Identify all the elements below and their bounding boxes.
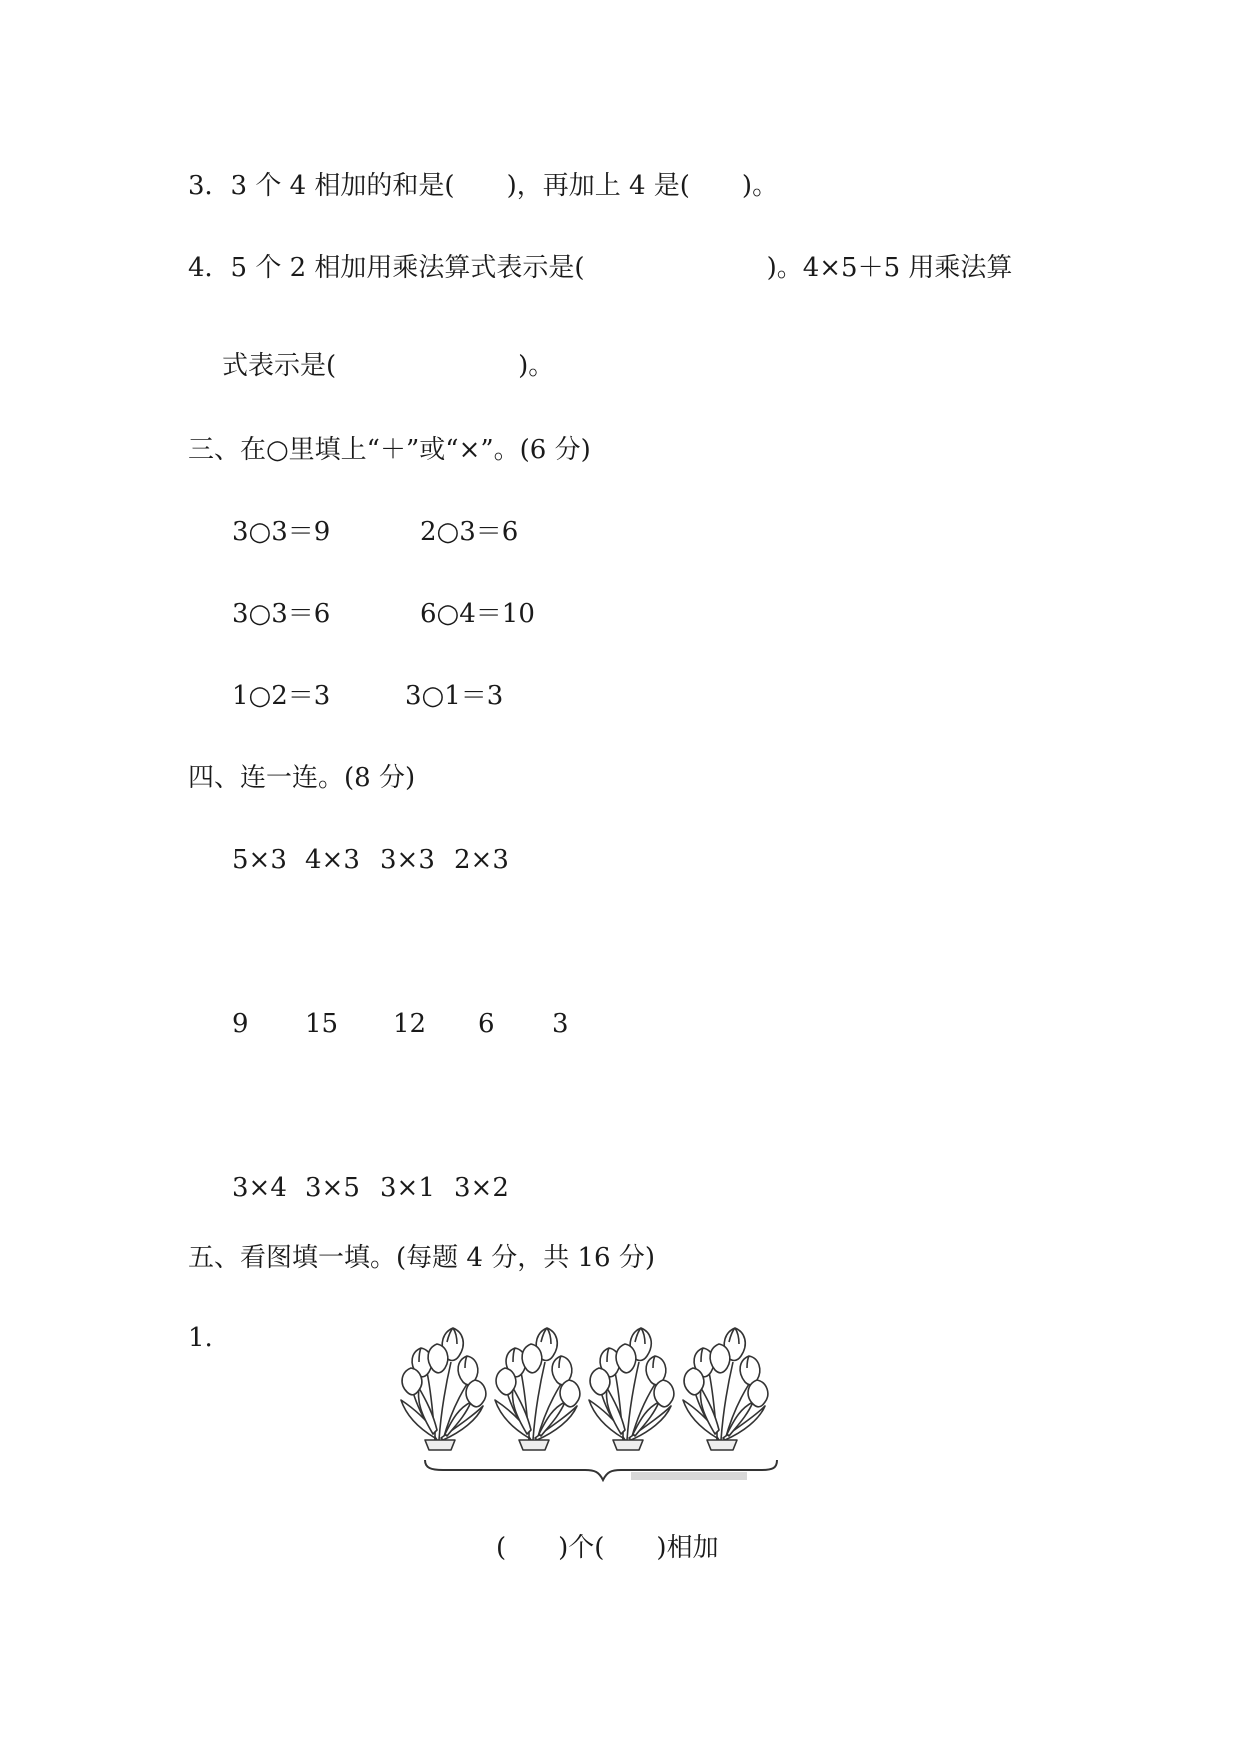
equation: 6○4＝10: [420, 599, 535, 629]
bottom-expression: 3×1: [380, 1173, 435, 1203]
product-value: 6: [478, 1009, 495, 1039]
question-4-line1: 4．5 个 2 相加用乘法算式表示是( )。4×5＋5 用乘法算: [188, 253, 1013, 283]
top-expression: 4×3: [305, 845, 360, 875]
question-5-1-caption: ( )个( )相加: [496, 1533, 719, 1563]
section-4-title: 四、连一连。(8 分): [188, 763, 416, 793]
bottom-expression: 3×5: [305, 1173, 360, 1203]
product-value: 3: [552, 1009, 569, 1039]
equation: 1○2＝3: [232, 681, 331, 711]
top-expression: 3×3: [380, 845, 435, 875]
question-3: 3．3 个 4 相加的和是( )，再加上 4 是( )。: [188, 171, 779, 201]
bottom-expression: 3×4: [232, 1173, 287, 1203]
question-4-line2: 式表示是( )。: [222, 351, 555, 381]
product-value: 9: [232, 1009, 249, 1039]
section-5-title: 五、看图填一填。(每题 4 分，共 16 分): [188, 1243, 655, 1273]
equation: 3○1＝3: [405, 681, 504, 711]
top-expression: 5×3: [232, 845, 287, 875]
equation: 2○3＝6: [420, 517, 519, 547]
question-5-1-label: 1.: [188, 1323, 213, 1353]
equation: 3○3＝6: [232, 599, 331, 629]
section-3-title: 三、在○里填上“＋”或“×”。(6 分): [188, 435, 591, 465]
top-expression: 2×3: [454, 845, 509, 875]
bottom-expression: 3×2: [454, 1173, 509, 1203]
equation: 3○3＝9: [232, 517, 331, 547]
product-value: 15: [305, 1009, 339, 1039]
product-value: 12: [393, 1009, 427, 1039]
tulip-groups-illustration: [395, 1322, 795, 1482]
